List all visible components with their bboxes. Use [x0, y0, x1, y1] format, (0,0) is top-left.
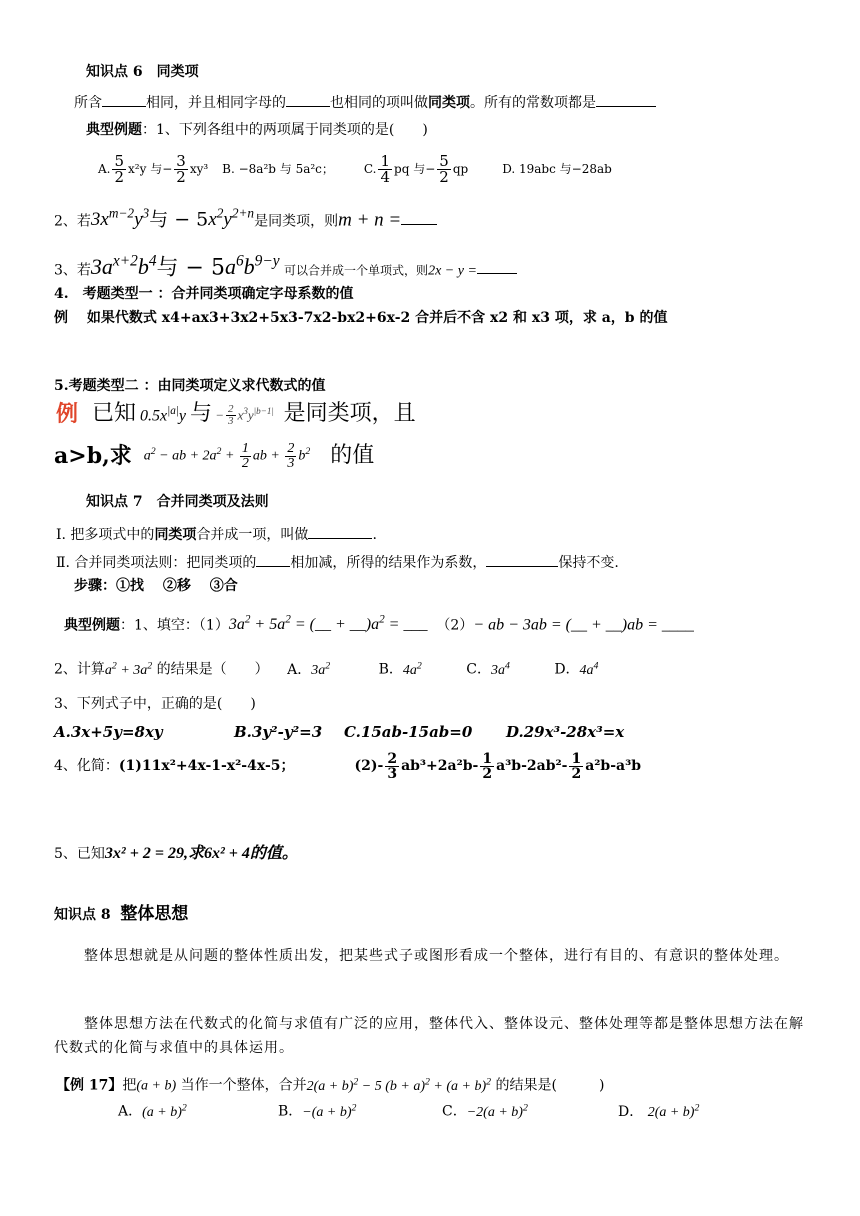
- definition-line: 所含 相同，并且相同字母的 也相同的项叫做同类项。所有的常数项都是: [74, 92, 656, 113]
- question-5-title: 5.考题类型二 ：由同类项定义求代数式的值: [54, 378, 326, 394]
- paragraph-2: 整体思想方法在代数式的化简与求值有广泛的应用，整体代入、整体设元、整体处理等都是整体思想方法在解代数式的化简与求值中的具体运用。: [54, 1016, 804, 1056]
- example-17-options: A．$(a + b)^2$ B．$-(a + b)^2$ C．$-2(a + b)^2$ D． $2(a + b)^2$: [118, 1102, 700, 1120]
- question-4-title: 4. 考题类型一 ：合并同类项确定字母系数的值: [54, 286, 354, 302]
- question-2: 2、若$3x^{m-2}y^3$与 − $5x^2y^{2+n}$是同类项，则m + n =: [54, 204, 437, 228]
- question-3-correct: 3、下列式子中，正确的是( ): [54, 696, 256, 712]
- question-5-known: 5、已知3x² + 2 = 29,求6x² + 4的值。: [54, 845, 298, 862]
- steps: 步骤：①找 ②移 ③合: [74, 578, 238, 594]
- question-2-compute: 2、计算$a^2 + 3a^2$ 的结果是（ ） A．$3a^2$ B．$4a^2$ C．$3a^4$ D．$4a^4$: [54, 660, 599, 678]
- question-4-example: 例 如果代数式 x4+ax3+3x2+5x3-7x2-bx2+6x-2 合并后不含 x2 和 x3 项，求 a，b 的值: [54, 310, 668, 326]
- question-5-line2: a>b,求 $a^2$ − ab + $2a^2$ + $\frac{1}{2}$ ab + $\frac{2}{3}$ $b^2$ 的值: [54, 440, 375, 471]
- question-3: 3、若$3a^{x+2}b^4$与 − $5a^6b^{9-y}$ 可以合并成一个单项式，则2x − y =: [54, 252, 517, 276]
- options-q1: A. $\frac{5}{2}$ x²y 与− $\frac{3}{2}$ xy³ B. −8a²b 与 5a²c； C. $\frac{1}{4}$ pq 与− $\frac{5}{2}$ qp D. 19abc 与−28ab: [98, 151, 612, 186]
- question-5-line1: 例 已知 $0.5x^{|a|}y$ 与 − $\frac{2}{3}$ $x^3y^{|b-1|}$ 是同类项，且: [56, 401, 416, 428]
- example-fill-in: 典型例题：1、填空：$(1)3a^2 + 5a^2$ = (__ + $\_\_)a^2$ = ___ （2）− ab − 3ab = (__ + __)ab = ____: [64, 614, 694, 634]
- section-6-title: 知识点 6 同类项: [86, 64, 199, 80]
- example-question-1: 典型例题：1、下列各组中的两项属于同类项的是( ): [86, 122, 428, 138]
- question-3-options: A.3x+5y=8xy B.3y²-y²=3 C.15ab-15ab=0 D.29x³-28x³=x: [54, 723, 625, 741]
- rule-1: Ⅰ. 把多项式中的同类项合并成一项，叫做 .: [56, 524, 377, 545]
- question-4-simplify: 4、化简： (1)11x²+4x-1-x²-4x-5； (2)- $\frac{2}{3}$ ab³+2a²b- $\frac{1}{2}$ a³b-2ab²- $\frac{1}{2}$ a²b-a³b: [54, 750, 641, 782]
- section-8-title: 知识点 8 整体思想: [54, 904, 189, 924]
- paragraph-1: 整体思想就是从问题的整体性质出发，把某些式子或图形看成一个整体，进行有目的、有意识的整体处理。: [84, 948, 789, 964]
- section-7-title: 知识点 7 合并同类项及法则: [86, 494, 269, 510]
- rule-2: Ⅱ. 合并同类项法则：把同类项的 相加减，所得的结果作为系数， 保持不变.: [56, 552, 619, 573]
- example-17: 【例 17】把(a + b) 当作一个整体，合并$2(a + b)^2 - 5$ $(b + a)^2 + (a + b)^2$ 的结果是( ): [56, 1076, 605, 1094]
